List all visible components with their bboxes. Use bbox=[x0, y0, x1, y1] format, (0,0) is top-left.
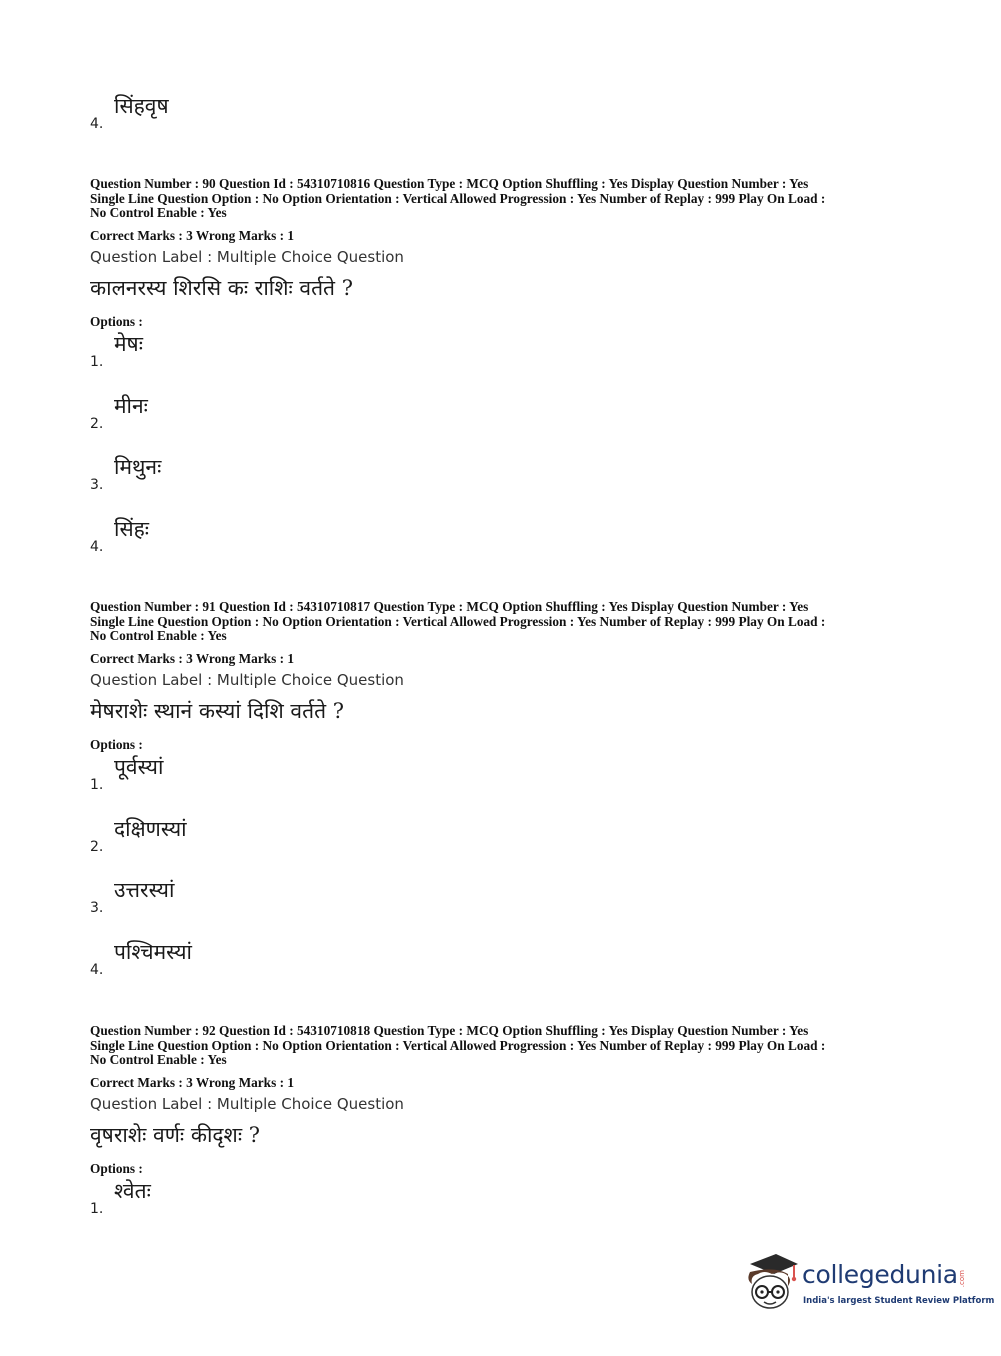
question-label: Question Label : Multiple Choice Question bbox=[90, 247, 404, 266]
options-heading: Options : bbox=[90, 1160, 143, 1176]
option-text: मीनः bbox=[114, 394, 148, 418]
question-marks: Correct Marks : 3 Wrong Marks : 1 bbox=[90, 227, 294, 243]
question-block-91 bbox=[90, 600, 920, 753]
brand-name: collegedunia bbox=[802, 1260, 958, 1289]
option-number: 4. bbox=[90, 116, 104, 132]
options-heading: Options : bbox=[90, 313, 143, 329]
question-meta-line: Question Number : 90 Question Id : 54310710816 Question Type : MCQ Option Shuffling : Yes Display Question Number : Yes bbox=[90, 176, 809, 191]
question-label: Question Label : Multiple Choice Question bbox=[90, 1094, 404, 1113]
option-text: पश्चिमस्यां bbox=[114, 940, 192, 964]
question-meta-line: Single Line Question Option : No Option Orientation : Vertical Allowed Progression : Yes Number of Replay : 999 Play On Load : bbox=[90, 190, 826, 206]
option-number: 3. bbox=[90, 900, 104, 916]
option-item bbox=[90, 92, 590, 132]
question-text: कालनरस्य शिरसि कः राशिः वर्तते ? bbox=[90, 275, 353, 300]
option-text: दक्षिणस्यां bbox=[114, 817, 187, 841]
option-text: मेषः bbox=[114, 332, 143, 356]
option-text: सिंहवृष bbox=[114, 94, 169, 118]
question-text: वृषराशेः वर्णः कीदृशः ? bbox=[90, 1122, 260, 1147]
question-marks: Correct Marks : 3 Wrong Marks : 1 bbox=[90, 650, 294, 666]
option-number: 4. bbox=[90, 962, 104, 978]
question-block-92 bbox=[90, 1024, 920, 1177]
brand-suffix: .com bbox=[958, 1270, 966, 1288]
option-text: मिथुनः bbox=[114, 455, 162, 479]
question-marks: Correct Marks : 3 Wrong Marks : 1 bbox=[90, 1074, 294, 1090]
brand-tagline: India's largest Student Review Platform bbox=[803, 1296, 995, 1306]
question-meta-line: Question Number : 92 Question Id : 54310710818 Question Type : MCQ Option Shuffling : Yes Display Question Number : Yes bbox=[90, 1023, 809, 1038]
option-number: 4. bbox=[90, 539, 104, 555]
question-meta-line: Single Line Question Option : No Option Orientation : Vertical Allowed Progression : Yes Number of Replay : 999 Play On Load : bbox=[90, 613, 826, 629]
option-number: 1. bbox=[90, 354, 104, 370]
option-text: उत्तरस्यां bbox=[114, 878, 175, 902]
collegedunia-logo bbox=[742, 1250, 995, 1320]
option-item bbox=[90, 753, 590, 793]
option-number: 1. bbox=[90, 777, 104, 793]
question-meta-line: No Control Enable : Yes bbox=[90, 205, 227, 220]
mascot-icon bbox=[742, 1250, 800, 1312]
question-block-90 bbox=[90, 177, 920, 330]
option-item bbox=[90, 815, 590, 855]
option-item bbox=[90, 330, 590, 370]
question-meta-line: No Control Enable : Yes bbox=[90, 1052, 227, 1067]
options-heading: Options : bbox=[90, 736, 143, 752]
option-text: सिंहः bbox=[114, 517, 150, 541]
question-label: Question Label : Multiple Choice Question bbox=[90, 670, 404, 689]
option-item bbox=[90, 1177, 590, 1217]
question-text: मेषराशेः स्थानं कस्यां दिशि वर्तते ? bbox=[90, 698, 344, 723]
option-number: 1. bbox=[90, 1201, 104, 1217]
question-meta-line: Question Number : 91 Question Id : 54310710817 Question Type : MCQ Option Shuffling : Yes Display Question Number : Yes bbox=[90, 599, 809, 614]
question-meta-line: Single Line Question Option : No Option Orientation : Vertical Allowed Progression : Yes Number of Replay : 999 Play On Load : bbox=[90, 1037, 826, 1053]
option-text: पूर्वस्यां bbox=[114, 755, 164, 779]
question-meta-line: No Control Enable : Yes bbox=[90, 628, 227, 643]
option-item bbox=[90, 453, 590, 493]
option-item bbox=[90, 938, 590, 978]
option-number: 2. bbox=[90, 839, 104, 855]
option-text: श्वेतः bbox=[114, 1179, 151, 1203]
option-item bbox=[90, 876, 590, 916]
option-number: 2. bbox=[90, 416, 104, 432]
option-number: 3. bbox=[90, 477, 104, 493]
option-item bbox=[90, 515, 590, 555]
option-item bbox=[90, 392, 590, 432]
